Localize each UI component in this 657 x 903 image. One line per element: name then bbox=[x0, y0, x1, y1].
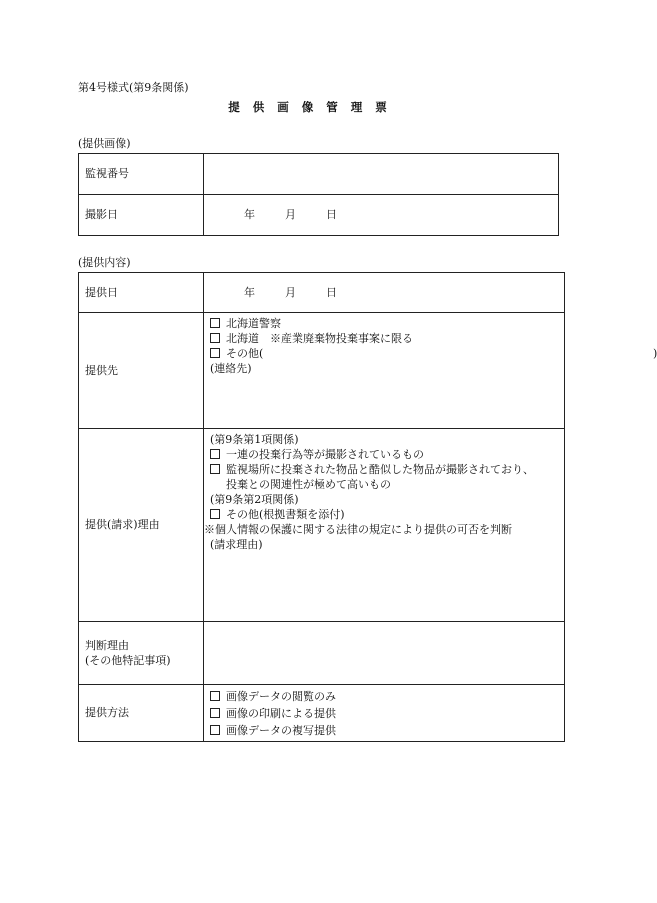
recipient-option-hokkaido[interactable]: 北海道 ※産業廃棄物投棄事案に限る bbox=[210, 331, 564, 346]
judgment-label-line1: 判断理由 bbox=[85, 639, 129, 652]
checkbox[interactable] bbox=[210, 708, 220, 718]
checkbox[interactable] bbox=[210, 318, 220, 328]
other-close-paren: ) bbox=[653, 347, 657, 360]
method-option-print[interactable]: 画像の印刷による提供 bbox=[210, 705, 564, 722]
shooting-date-row bbox=[79, 195, 559, 236]
year-label: 年 bbox=[244, 285, 255, 299]
method-row bbox=[79, 685, 565, 742]
reason-option-similar-items-cont: 投棄との関連性が極めて高いもの bbox=[226, 478, 391, 491]
section-heading-provided-images: (提供画像) bbox=[78, 137, 131, 150]
reason-clause2-heading: (第9条第2項関係) bbox=[210, 493, 299, 506]
provision-details-table bbox=[78, 272, 657, 742]
reason-request-heading: (請求理由) bbox=[210, 538, 263, 551]
reason-label: 提供(請求)理由 bbox=[79, 429, 204, 622]
recipient-field bbox=[204, 313, 657, 429]
recipient-option-other[interactable]: その他( ) bbox=[210, 346, 564, 361]
recipient-option-police[interactable]: 北海道警察 bbox=[210, 316, 564, 331]
checkbox[interactable] bbox=[210, 449, 220, 459]
contact-label: (連絡先) bbox=[210, 362, 252, 375]
shooting-date-label: 撮影日 bbox=[79, 195, 204, 236]
checkbox[interactable] bbox=[210, 348, 220, 358]
shooting-date-field[interactable] bbox=[204, 195, 559, 236]
day-label: 日 bbox=[326, 285, 337, 299]
document-title: 提供画像管理票 bbox=[228, 100, 400, 114]
provision-date-label: 提供日 bbox=[79, 273, 204, 313]
checkbox[interactable] bbox=[210, 509, 220, 519]
monitoring-number-label: 監視番号 bbox=[79, 154, 204, 195]
checkbox[interactable] bbox=[210, 333, 220, 343]
method-field bbox=[204, 685, 565, 742]
form-number: 第4号様式(第9条関係) bbox=[78, 81, 189, 94]
reason-privacy-note: ※個人情報の保護に関する法律の規定により提供の可否を判断 bbox=[204, 523, 512, 536]
section-heading-provision-details: (提供内容) bbox=[78, 256, 131, 269]
reason-option-continuous-dumping[interactable]: 一連の投棄行為等が撮影されているもの bbox=[210, 447, 564, 462]
reason-option-similar-items[interactable]: 監視場所に投棄された物品と酷似した物品が撮影されており、 bbox=[210, 462, 564, 477]
provided-images-table bbox=[78, 153, 559, 236]
judgment-label-line2: (その他特記事項) bbox=[85, 654, 171, 667]
judgment-label bbox=[79, 622, 204, 685]
provision-date-row bbox=[79, 273, 565, 313]
judgment-field[interactable] bbox=[204, 622, 565, 685]
judgment-row bbox=[79, 622, 565, 685]
month-label: 月 bbox=[285, 208, 296, 221]
monitoring-number-row bbox=[79, 154, 559, 195]
checkbox[interactable] bbox=[210, 725, 220, 735]
method-label: 提供方法 bbox=[79, 685, 204, 742]
day-label: 日 bbox=[326, 208, 337, 221]
checkbox[interactable] bbox=[210, 464, 220, 474]
provision-date-field[interactable] bbox=[204, 273, 565, 313]
checkbox[interactable] bbox=[210, 691, 220, 701]
recipient-label: 提供先 bbox=[79, 313, 204, 429]
reason-field bbox=[204, 429, 565, 622]
reason-row bbox=[79, 429, 565, 622]
year-label: 年 bbox=[244, 208, 255, 221]
method-option-view-only[interactable]: 画像データの閲覧のみ bbox=[210, 688, 564, 705]
method-option-copy[interactable]: 画像データの複写提供 bbox=[210, 722, 564, 739]
month-label: 月 bbox=[285, 285, 296, 299]
reason-option-other[interactable]: その他(根拠書類を添付) bbox=[210, 507, 564, 522]
monitoring-number-field[interactable] bbox=[204, 154, 559, 195]
reason-clause1-heading: (第9条第1項関係) bbox=[210, 433, 299, 446]
recipient-row bbox=[79, 313, 565, 429]
